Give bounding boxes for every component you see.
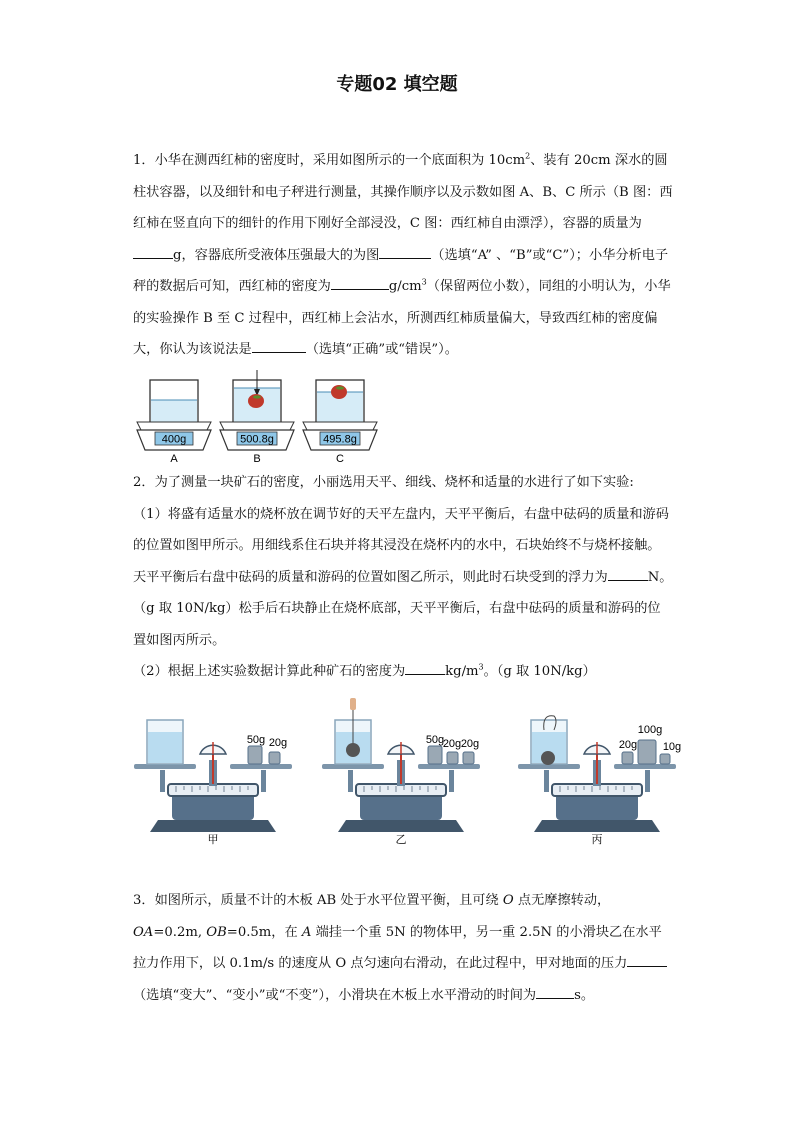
- q1-text-f: （保留两位小数），同组的小明认为，小华的实验操作 B 至 C 过程中，西红柿上会沾水，所测西红柿质量偏大，导致西红柿的密度偏大，你认为该说法是: [133, 279, 671, 357]
- q1-sup-e: 3: [421, 277, 427, 287]
- answer-blank[interactable]: [379, 244, 431, 259]
- q2-text-d: （2）根据上述实验数据计算此种矿石的密度为: [133, 664, 406, 679]
- scale-b-reading: 500.8g: [240, 433, 274, 446]
- weight-label: 10g: [662, 741, 682, 753]
- q1-text-c: g，容器底所受液体压强最大的为图: [173, 247, 380, 263]
- weight-label: 50g: [246, 734, 266, 746]
- q3-text-g: s。: [574, 987, 595, 1003]
- answer-blank[interactable]: [627, 952, 667, 967]
- q3-text-a: 3．如图所示，质量不计的木板 AB 处于水平位置平衡，且可绕: [133, 893, 503, 908]
- q2-text-e: kg/m: [445, 664, 479, 679]
- weight-label: 100g: [637, 724, 663, 736]
- answer-blank[interactable]: [405, 660, 445, 675]
- q1-text-a: 1．小华在测西红柿的密度时，采用如图所示的一个底面积为 10cm: [133, 153, 526, 168]
- q3-text-e: 端挂一个重 5N 的物体甲，另一重 2.5N 的小滑块乙在水平拉力作用下，以 0.1m/s 的速度从 O 点匀速向右滑动，在此过程中，甲对地面的压力: [133, 924, 662, 971]
- question-2: [133, 467, 673, 688]
- q2-part-1: [133, 499, 673, 657]
- weight-label: 20g: [268, 737, 288, 749]
- stone-icon: [541, 751, 555, 765]
- balance-bing: [518, 716, 681, 846]
- q3-text-b: 点无摩擦转动，: [513, 893, 611, 908]
- q2-text-f: 。（g 取 10N/kg）: [483, 664, 596, 679]
- question-3-text: [133, 885, 673, 1011]
- scale-b: [220, 370, 294, 465]
- q2-part-2: [133, 656, 673, 688]
- balance-caption: 丙: [591, 834, 603, 846]
- page-title: 专题02 填空题: [336, 74, 458, 95]
- weight-label: 20g: [618, 739, 638, 751]
- answer-blank[interactable]: [608, 566, 648, 581]
- balance-caption: 甲: [207, 834, 219, 846]
- question-1: [133, 145, 673, 366]
- q2-text-c: N。（g 取 10N/kg）松手后石块静止在烧杯底部，天平平衡后，右盘中砝码的质量和游码的位置如图丙所示。: [133, 569, 673, 648]
- answer-blank[interactable]: [331, 275, 389, 290]
- weight-label: 50g: [425, 734, 445, 746]
- balance-caption: 乙: [395, 834, 407, 846]
- q1-text-d: （选填“A” 、“B”或“C”）；小华分析电子秤的数据后可知，西红柿的密度为: [133, 247, 669, 294]
- scale-c-label: C: [336, 453, 344, 465]
- scale-c: [303, 380, 377, 465]
- balance-yi: [322, 698, 480, 846]
- q3-text-d: =0.5m，在: [226, 924, 302, 940]
- q1-text-g: （选填“正确”或“错误”）。: [305, 342, 458, 357]
- question-3: [133, 885, 673, 1011]
- answer-blank[interactable]: [252, 338, 306, 353]
- scale-a-reading: 400g: [161, 433, 187, 446]
- q2-text-a: 2．为了测量一块矿石的密度，小丽选用天平、细线、烧杯和适量的水进行了如下实验:: [133, 475, 634, 490]
- q3-text-f: （选填“变大”、“变小”或“不变”），小滑块在木板上水平滑动的时间为: [133, 987, 537, 1003]
- weight-label: 20g: [460, 738, 480, 750]
- balance-jia: [134, 720, 292, 846]
- q2-text-b: （1）将盛有适量水的烧杯放在调节好的天平左盘内，天平平衡后，右盘中砝码的质量和游码的位置如图甲所示。用细线系住石块并将其浸没在烧杯内的水中，石块始终不与烧杯接触。天平平衡后右盘中砝码的质量和游码的位置如图乙所示，则此时石块受到的浮力为: [133, 506, 669, 585]
- q1-sup-a: 2: [525, 151, 531, 161]
- scale-b-label: B: [253, 453, 261, 465]
- question-1-text: [133, 145, 673, 366]
- scale-a-label: A: [170, 453, 178, 465]
- answer-blank[interactable]: [133, 244, 173, 259]
- q3-oa: OA: [133, 924, 154, 940]
- q3-ob: OB: [206, 924, 227, 940]
- q1-text-b: 、装有 20cm 深水的圆柱状容器，以及细针和电子秤进行测量，其操作顺序以及示数如图 A、B、C 所示（B 图：西红柿在竖直向下的细针的作用下刚好全部浸没，C 图：西红柿自由漂浮），容器的质量为: [133, 153, 673, 231]
- stone-icon: [346, 743, 360, 757]
- scale-a: [137, 380, 211, 465]
- q3-point-o: O: [502, 893, 514, 908]
- q3-point-a: A: [301, 924, 312, 940]
- q2-sup-e: 3: [478, 662, 484, 672]
- weight-label: 20g: [442, 738, 462, 750]
- figure-balances: [130, 692, 690, 852]
- figure-scales: [135, 370, 385, 465]
- q1-text-e: g/cm: [388, 279, 422, 294]
- scale-c-reading: 495.8g: [323, 433, 357, 446]
- q3-text-c: =0.2m,: [153, 924, 207, 940]
- answer-blank[interactable]: [536, 984, 574, 999]
